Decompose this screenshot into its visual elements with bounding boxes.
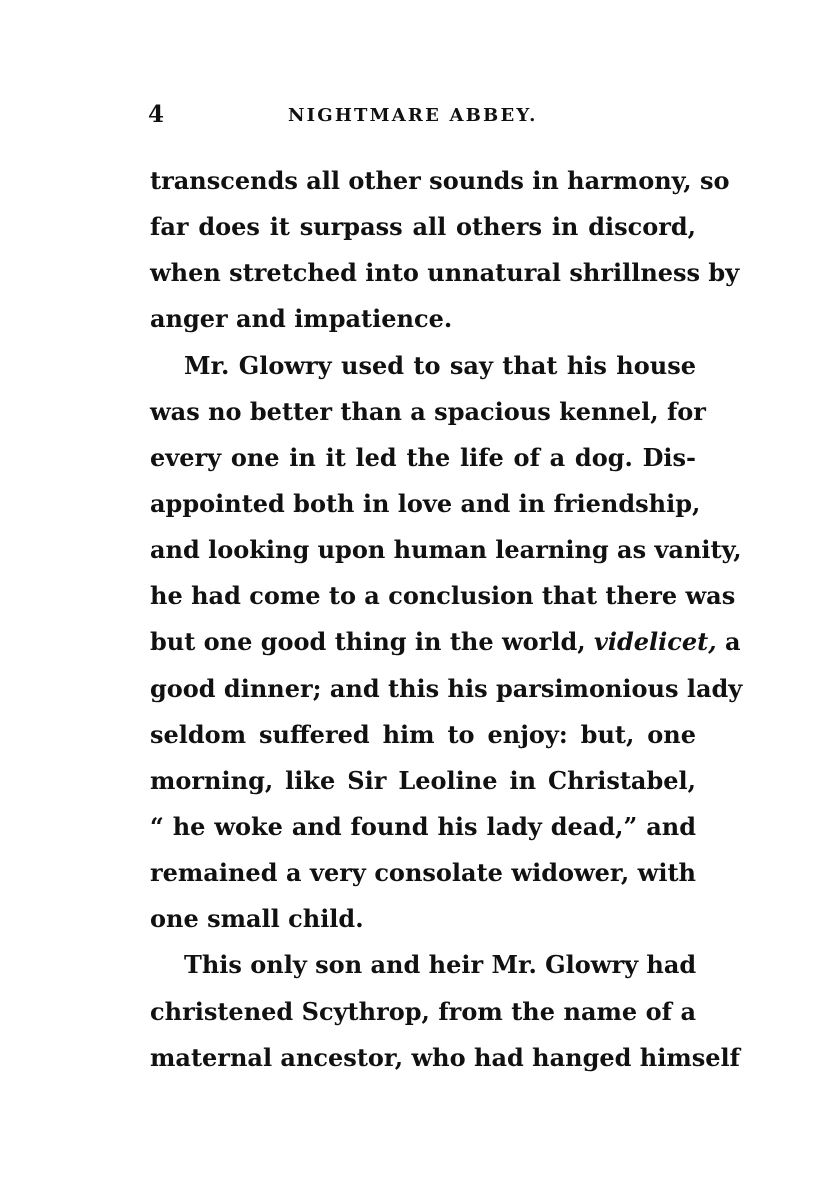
running-title: NIGHTMARE ABBEY. xyxy=(288,105,538,126)
text-line: far does it surpass all others in discord, xyxy=(150,212,696,242)
text-line: maternal ancestor, who had hanged himself xyxy=(150,1042,740,1072)
text-line: appointed both in love and in friendship, xyxy=(150,488,701,518)
text-line: anger and impatience. xyxy=(150,304,453,334)
page-header xyxy=(150,101,696,133)
italic-word: videlicet, xyxy=(593,627,717,657)
text-segment: a xyxy=(716,627,741,657)
text-line: transcends all other sounds in harmony, so xyxy=(150,166,730,195)
text-line: every one in it led the life of a dog. Dis- xyxy=(150,442,696,472)
text-line: good dinner; and this his parsimonious lady xyxy=(150,673,743,703)
text-line: and looking upon human learning as vanity, xyxy=(150,535,742,565)
paragraph xyxy=(150,942,740,1080)
text-line: remained a very consolate widower, with xyxy=(150,858,696,888)
paragraph xyxy=(150,343,743,943)
text-line: christened Scythrop, from the name of a xyxy=(150,996,696,1026)
text-line: “ he woke and found his lady dead,” and xyxy=(150,811,696,841)
text-line: when stretched into unnatural shrillness by xyxy=(150,258,740,288)
paragraph xyxy=(150,158,740,343)
text-line: seldom suffered him to enjoy: but, one xyxy=(150,719,696,749)
text-line: Mr. Glowry used to say that his house xyxy=(184,350,696,380)
text-line: he had come to a conclusion that there was xyxy=(150,581,736,611)
text-segment: but one good thing in the world, xyxy=(150,627,594,657)
page-number: 4 xyxy=(148,101,165,128)
text-line: This only son and heir Mr. Glowry had xyxy=(184,950,697,980)
text-line: was no better than a spacious kennel, for xyxy=(150,396,706,426)
text-line: one small child. xyxy=(150,904,364,934)
body-text xyxy=(150,158,743,1081)
text-line xyxy=(150,619,741,665)
text-line: morning, like Sir Leoline in Christabel, xyxy=(150,765,696,795)
